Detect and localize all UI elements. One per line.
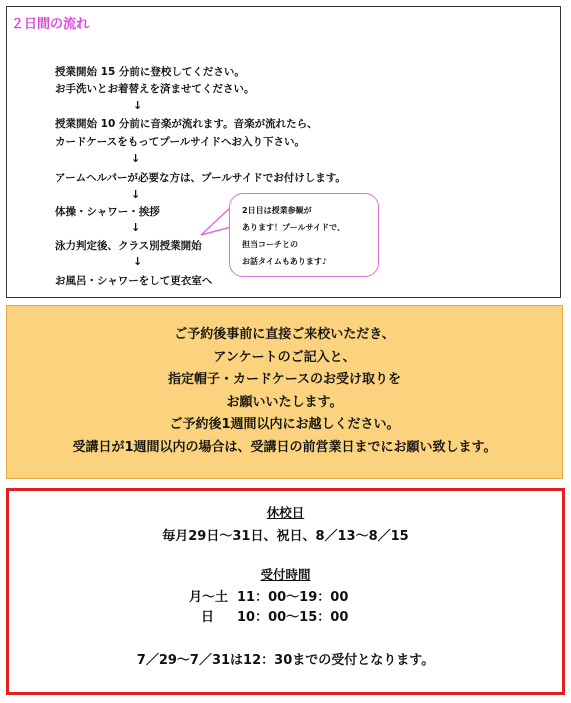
school-info — [6, 488, 565, 695]
notice-line: 指定帽子・カードケースのお受け取りを — [167, 372, 402, 387]
bubble-text: お話タイムもあります♪ — [242, 257, 327, 266]
step-text: カードケースをもってプールサイドへお入り下さい。 — [55, 136, 306, 148]
speech-bubble — [229, 193, 379, 277]
hours-day: 月～土 — [189, 590, 229, 605]
notice-line: 受講日が1週間以内の場合は、受講日の前営業日までにお願い致します。 — [72, 439, 497, 455]
flow-title: ２日間の流れ — [11, 17, 90, 32]
closed-days-text: 毎月29日～31日、祝日、8／13～8／15 — [162, 529, 409, 544]
hours-row — [189, 586, 348, 605]
step-text: お手洗いとお着替えを済ませてください。 — [55, 83, 255, 95]
reception-note: 7／29～7／31は12：30までの受付となります。 — [136, 653, 435, 668]
hours-day: 日 — [201, 610, 215, 625]
step-text: 泳力判定後、クラス別授業開始 — [55, 240, 202, 252]
step-text: アームヘルパーが必要な方は、プールサイドでお付けします。 — [55, 172, 346, 184]
arrow-down-icon: ↓ — [133, 99, 143, 112]
hours-row — [189, 606, 348, 625]
step-text: お風呂・シャワーをして更衣室へ — [55, 275, 213, 287]
notice-line: お願いいたします。 — [226, 394, 343, 410]
arrow-down-icon: ↓ — [131, 188, 141, 201]
bubble-text: 担当コーチとの — [242, 240, 298, 249]
notice-line: アンケートのご記入と、 — [213, 349, 356, 365]
speech-bubble-tail-icon — [199, 205, 233, 245]
hours-time: 10：00～15：00 — [237, 610, 349, 625]
notice-line: ご予約後事前に直接ご来校いただき、 — [174, 327, 395, 342]
bubble-text: 2日目は授業参観が — [242, 206, 312, 215]
arrow-down-icon: ↓ — [131, 221, 141, 234]
flow-section — [6, 6, 561, 298]
reception-hours-heading: 受付時間 — [260, 567, 311, 582]
notice-line: ご予約後1週間以内にお越しください。 — [169, 417, 400, 432]
closed-days-heading: 休校日 — [266, 505, 305, 520]
step-text: 体操・シャワー・挨拶 — [55, 206, 160, 218]
bubble-text: あります！プールサイドで、 — [242, 223, 345, 232]
step-text: 授業開始 10 分前に音楽が流れます。音楽が流れたら、 — [55, 118, 318, 130]
hours-time: 11：00～19：00 — [237, 590, 349, 605]
step-text: 授業開始 15 分前に登校してください。 — [55, 66, 245, 78]
arrow-down-icon: ↓ — [133, 255, 143, 268]
arrow-down-icon: ↓ — [131, 152, 141, 165]
reservation-notice — [6, 305, 563, 479]
